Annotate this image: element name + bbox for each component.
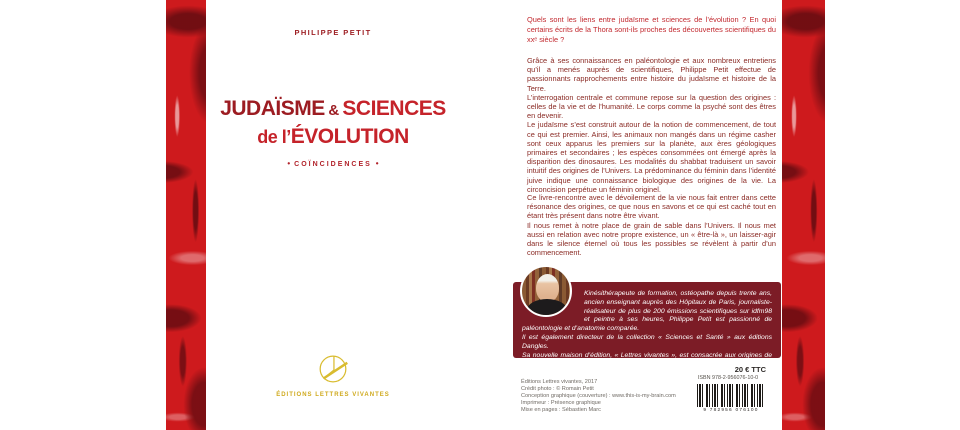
publisher-name: ÉDITIONS LETTRES VIVANTES xyxy=(276,392,390,398)
subtitle xyxy=(166,159,500,168)
imprint-line: Imprimeur : Présence graphique xyxy=(521,399,601,406)
barcode-digits: 9 782956 076100 xyxy=(703,408,759,413)
imprint-line: Mise en pages : Sébastien Marc xyxy=(521,406,601,413)
body-paragraph: L’interrogation centrale et commune repose sur la question des origines : celles de la vie et de l’humanité. Le corps comme la psyché sont des êtres en devenir. xyxy=(527,92,776,121)
body-paragraph: Il nous remet à notre place de grain de sable dans l’Univers. Il nous met aussi en relation avec notre propre existence, un « être-là », un laisser-agir dans le silence éternel où tous les possibles se révèlent à partir d’un commencement. xyxy=(527,220,776,258)
body-paragraph: Ce livre-rencontre avec le dévoilement de la vie nous fait entrer dans cette résonance des origines, ce que nous en savons et ce qui est caché tout en étant très présent dans notre être vivant. xyxy=(527,193,776,221)
author-photo xyxy=(520,265,572,317)
imprint-line: Éditions Lettres vivantes, 2017 xyxy=(521,379,598,385)
back-cover-marble-band xyxy=(782,0,825,430)
title-line-2 xyxy=(166,124,500,152)
back-body-block-2 xyxy=(527,193,776,257)
subtitle-label: COÏNCIDENCES xyxy=(294,161,372,168)
back-intro-paragraph: Quels sont les liens entre judaïsme et sciences de l’évolution ? En quoi certains écrits de la Thora sont-ils proches des découvertes scientifiques du xxᵉ siècle ? xyxy=(527,15,776,44)
subtitle-bullet-left: • xyxy=(287,159,291,168)
lettres-vivantes-logo-icon xyxy=(314,350,352,388)
title-de-l: de l’ xyxy=(257,127,291,147)
title-ampersand: & xyxy=(328,102,339,119)
title-word-judaisme: JUDAÏSME xyxy=(220,97,325,120)
subtitle-bullet-right: • xyxy=(375,159,379,168)
back-body-block-1 xyxy=(527,56,776,194)
imprint-line: Crédit photo : © Romain Petit xyxy=(521,385,594,392)
title-word-sciences: SCIENCES xyxy=(342,97,446,120)
barcode xyxy=(697,384,765,407)
bio-paragraph: Kinésithérapeute de formation, ostéopathe depuis trente ans, ancien enseignant auprès des Hôpitaux de Paris, journaliste-réalisateur de plus de 200 émissions scientifiques sur idfm98 et peintre à ses heures, Philippe Petit est passionné de paléontologie et d’anatomie comparée. xyxy=(522,290,772,333)
book-title xyxy=(166,96,500,168)
publisher-logo-icon xyxy=(166,350,500,393)
author-name: PHILIPPE PETIT xyxy=(294,28,372,37)
body-paragraph: Grâce à ses connaissances en paléontologie et aux nombreux entretiens qu’il a menés auprès de scientifiques, Philippe Petit effectue de passionnants rapprochements entre histoire du judaïsme et histoire de la Terre. xyxy=(527,56,776,93)
author-photo-torso xyxy=(527,299,567,317)
author-photo-face xyxy=(536,274,559,302)
imprint-block xyxy=(521,379,721,414)
title-line-1 xyxy=(166,96,500,124)
bio-paragraph: Sa nouvelle maison d’édition, « Lettres vivantes », est consacrée aux origines de la vie et de l’humanité. xyxy=(522,351,772,368)
isbn-text: ISBN 978-2-956076-10-0 xyxy=(697,375,759,381)
price-tag: 20 € TTC xyxy=(734,365,766,374)
title-word-evolution: ÉVOLUTION xyxy=(290,125,409,148)
body-paragraph: Le judaïsme s’est construit autour de la notion de commencement, de tout ce qui est premier. Ainsi, les animaux non mangés dans un régime casher sont ceux apparus les premiers sur la planète, aux ères géologiques primaires et secondaires ; les espèces consommées ont émergé après la disparition des dinosaures. Les modalités du shabbat traduisent un savoir intuitif des origines de l’Univers. La prédominance du féminin dans l’identité juive indique une connaissance biologique des origines de la vie. La circoncision perpétue un féminin originel. xyxy=(527,120,776,194)
bio-paragraph: Il est également directeur de la collection « Sciences et Santé » aux éditions Dangles. xyxy=(522,333,772,350)
imprint-line: Conception graphique (couverture) : www.this-is-my-brain.com xyxy=(521,392,676,399)
